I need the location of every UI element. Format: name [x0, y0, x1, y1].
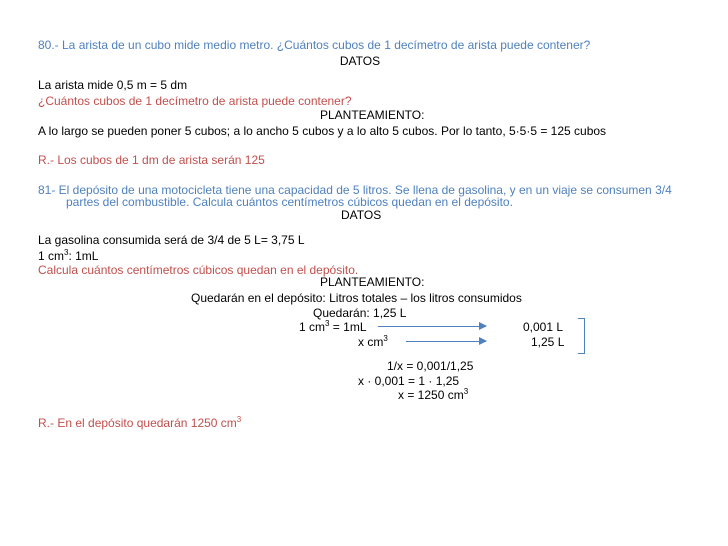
equals-ml: = 1mL	[329, 320, 367, 334]
proportion-row-2-right: 1,25 L	[531, 335, 565, 349]
proportion-row-2-left	[358, 335, 388, 349]
exponent: 3	[325, 319, 330, 328]
problem-80-text: 80.- La arista de un cubo mide medio metro.	[38, 38, 277, 52]
problem-81-question: Calcula cuántos centímetros cúbicos quedan en el depósito.	[192, 195, 513, 209]
planteamiento-line-80: A lo largo se pueden poner 5 cubos; a lo ancho 5 cubos y a lo alto 5 cubos. Por lo tanto, 5·5·5 = 125 cubos	[38, 124, 607, 138]
bracket-icon	[578, 318, 585, 354]
problem-81-text: partes del combustible.	[66, 195, 193, 209]
unit-cm: x cm	[358, 335, 384, 349]
equation-2: x · 0,001 = 1 · 1,25	[358, 374, 460, 388]
datos-heading-80	[0, 54, 728, 68]
unit-cm: 1 cm	[38, 249, 65, 263]
unit-ml: : 1mL	[68, 249, 99, 263]
problem-81-line-1: 81- El depósito de una motocicleta tiene una capacidad de 5 litros. Se llena de gasolina, y en un viaje se consumen 3/4	[38, 183, 672, 197]
answer-80: R.- Los cubos de 1 dm de arista serán 125	[38, 153, 265, 167]
data-line-81-1: La gasolina consumida será de 3/4 de 5 L= 3,75 L	[38, 233, 305, 247]
planteamiento-line-81-1: Quedarán en el depósito: Litros totales – los litros consumidos	[191, 291, 522, 305]
datos-heading-81: DATOS	[341, 208, 382, 222]
proportion-row-1-right: 0,001 L	[523, 320, 564, 334]
answer-81	[38, 416, 241, 430]
planteamiento-heading-80: PLANTEAMIENTO:	[320, 108, 425, 122]
data-line-80-1: La arista mide 0,5 m = 5 dm	[38, 78, 188, 92]
arrow-right-icon	[378, 326, 486, 327]
exponent: 3	[236, 415, 242, 424]
problem-81-line-2	[66, 195, 513, 209]
problem-80-question: ¿Cuántos cubos de 1 decímetro de arista puede contener?	[276, 38, 591, 52]
unit-cm: 1 cm	[299, 320, 326, 334]
planteamiento-heading-81: PLANTEAMIENTO:	[320, 275, 425, 289]
datos-label: DATOS	[339, 54, 381, 68]
data-line-81-3: Calcula cuántos centímetros cúbicos quedan en el depósito.	[38, 263, 359, 277]
result-value: x = 1250 cm	[398, 388, 464, 402]
exponent: 3	[64, 248, 69, 257]
exponent: 3	[383, 334, 388, 343]
data-line-80-2: ¿Cuántos cubos de 1 decímetro de arista puede contener?	[38, 94, 352, 108]
equation-1: 1/x = 0,001/1,25	[387, 359, 474, 373]
equation-3	[398, 388, 468, 402]
data-line-81-2	[38, 249, 98, 263]
arrow-right-icon	[406, 341, 486, 342]
answer-text: R.- En el depósito quedarán 1250 cm	[38, 416, 237, 430]
planteamiento-line-81-2: Quedarán: 1,25 L	[313, 306, 407, 320]
problem-80-statement	[38, 38, 590, 52]
proportion-row-1-left	[299, 320, 367, 334]
exponent: 3	[463, 387, 469, 396]
